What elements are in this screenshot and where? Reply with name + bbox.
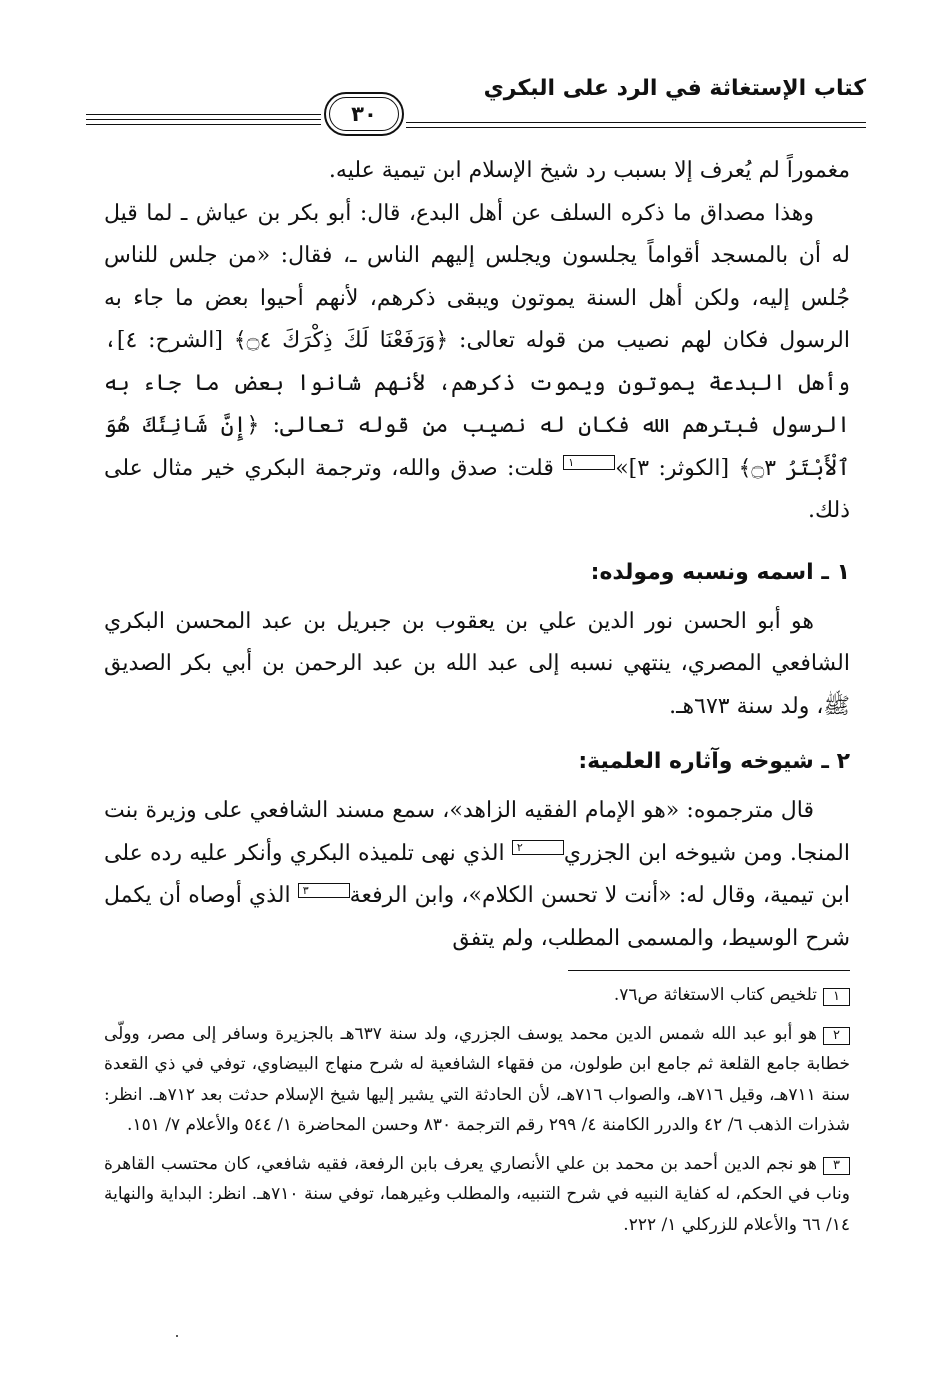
paragraph-text: وهذا مصداق ما ذكره السلف عن أهل البدع، قال: أبو بكر بن عياش ـ لما قيل له أن بالمسجد أقواماً يجلسون ويجلس إليهم الناس ـ، فقال: «من جلس للناس جُلس إليه، ولكن أهل السنة يموتون ويبقى ذكرهم، لأنهم أحيوا بعض ما جاء به الرسول فكان لهم نصيب من قوله تعالى: [104, 200, 850, 353]
paragraph [104, 790, 850, 960]
footnote-separator [568, 970, 850, 971]
paragraph-text: الذي أوصاه أن يكمل شرح الوسيط، والمسمى المطلب، ولم يتفق [104, 883, 850, 951]
quran-verse: ﴿وَرَفَعْنَا لَكَ ذِكْرَكَ ۝٤﴾ [233, 328, 449, 353]
footnote-text: تلخيص كتاب الاستغاثة ص٧٦. [613, 985, 818, 1005]
footnote-number: ١ [823, 988, 850, 1006]
paragraph-text: قلت: صدق والله، وترجمة البكري خير مثال على ذلك. [104, 455, 850, 523]
scan-speck [176, 1335, 178, 1337]
page-number-badge [324, 92, 404, 136]
header-rule [86, 119, 321, 120]
running-title: كتاب الإستغاثة في الرد على البكري [483, 76, 866, 101]
footnote [104, 1149, 850, 1241]
verse-reference: [الشرح: ٤]، وأهل البدعة يموتون ويموت ذكرهم، لأنهم شانوا بعض ما جاء به الرسول فبترهم الله فكان له نصيب من قوله تعالى: [104, 328, 850, 438]
header-rule [86, 124, 321, 125]
footnote-marker[interactable]: ٢ [512, 840, 564, 855]
header-rule [406, 127, 866, 128]
footnote-text: هو أبو عبد الله شمس الدين محمد يوسف الجزري، ولد سنة ٦٣٧هـ بالجزيرة وسافر إلى مصر، وولّى خطابة جامع القلعة ثم جامع ابن طولون، من فقهاء الشافعية له شرح منهاج البيضاوي، توفي في ذي القعدة سنة ٧١١هـ، وقيل ٧١٦هـ، والصواب ٧١٦هـ، لأن الحادثة التي يشير إليها شيخ الإسلام حدثت بعد ٧١٢هـ. انظر: شذرات الذهب ٦/ ٤٢ والدرر الكامنة ٤/ ٢٩٩ رقم الترجمة ٨٣٠ وحسن المحاضرة ١/ ٥٤٤ والأعلام ٧/ ١٥١. [104, 1023, 850, 1135]
paragraph-text: قال مترجموه: «هو الإمام الفقيه الزاهد»، سمع مسند الشافعي على وزيرة بنت المنجا. ومن شيوخه ابن الجزري [104, 798, 850, 866]
footnote-number: ٣ [823, 1157, 850, 1175]
header-rule [86, 114, 321, 115]
verse-reference: [الكوثر: ٣]» [615, 455, 739, 481]
footnote [104, 980, 850, 1011]
footnotes [104, 980, 850, 1248]
footnote-marker[interactable]: ٣ [298, 883, 350, 898]
section-heading: ١ ـ اسمه ونسبه ومولده: [590, 559, 850, 585]
paragraph: مغموراً لم يُعرف إلا بسبب رد شيخ الإسلام ابن تيمية عليه. [328, 158, 850, 183]
quran-verse: ﴿إِنَّ شَانِئَكَ هُوَ ٱلْأَبْتَرُ ۝٣﴾ [104, 413, 850, 481]
section-heading: ٢ ـ شيوخه وآثاره العلمية: [578, 749, 850, 774]
header-rule [406, 122, 866, 123]
footnote-marker[interactable]: ١ [563, 455, 615, 470]
page-number: ٣٠ [351, 102, 377, 126]
footnote-text: هو نجم الدين أحمد بن محمد بن علي الأنصاري يعرف بابن الرفعة، فقيه شافعي، كان محتسب القاهرة وناب في الحكم، له كفاية النبيه في شرح التنبيه، والمطلب وغيرهما، توفي سنة ٧١٠هـ. انظر: البداية والنهاية ١٤/ ٦٦ والأعلام للزركلي ١/ ٢٢٢. [104, 1153, 850, 1235]
paragraph [104, 193, 850, 533]
paragraph-text: الذي نهى تلميذه البكري وأنكر عليه رده على ابن تيمية، وقال له: «أنت لا تحسن الكلام»، وابن الرفعة [104, 840, 850, 908]
paragraph: هو أبو الحسن نور الدين علي بن يعقوب بن جبريل بن عبد المحسن البكري الشافعي المصري، ينتهي نسبه إلى عبد الله بن عبد الرحمن بن أبي بكر الصديق ﷺ، ولد سنة ٦٧٣هـ. [104, 608, 850, 719]
main-text [104, 150, 850, 960]
page-header [86, 70, 866, 134]
footnote [104, 1019, 850, 1141]
footnote-number: ٢ [823, 1027, 850, 1045]
